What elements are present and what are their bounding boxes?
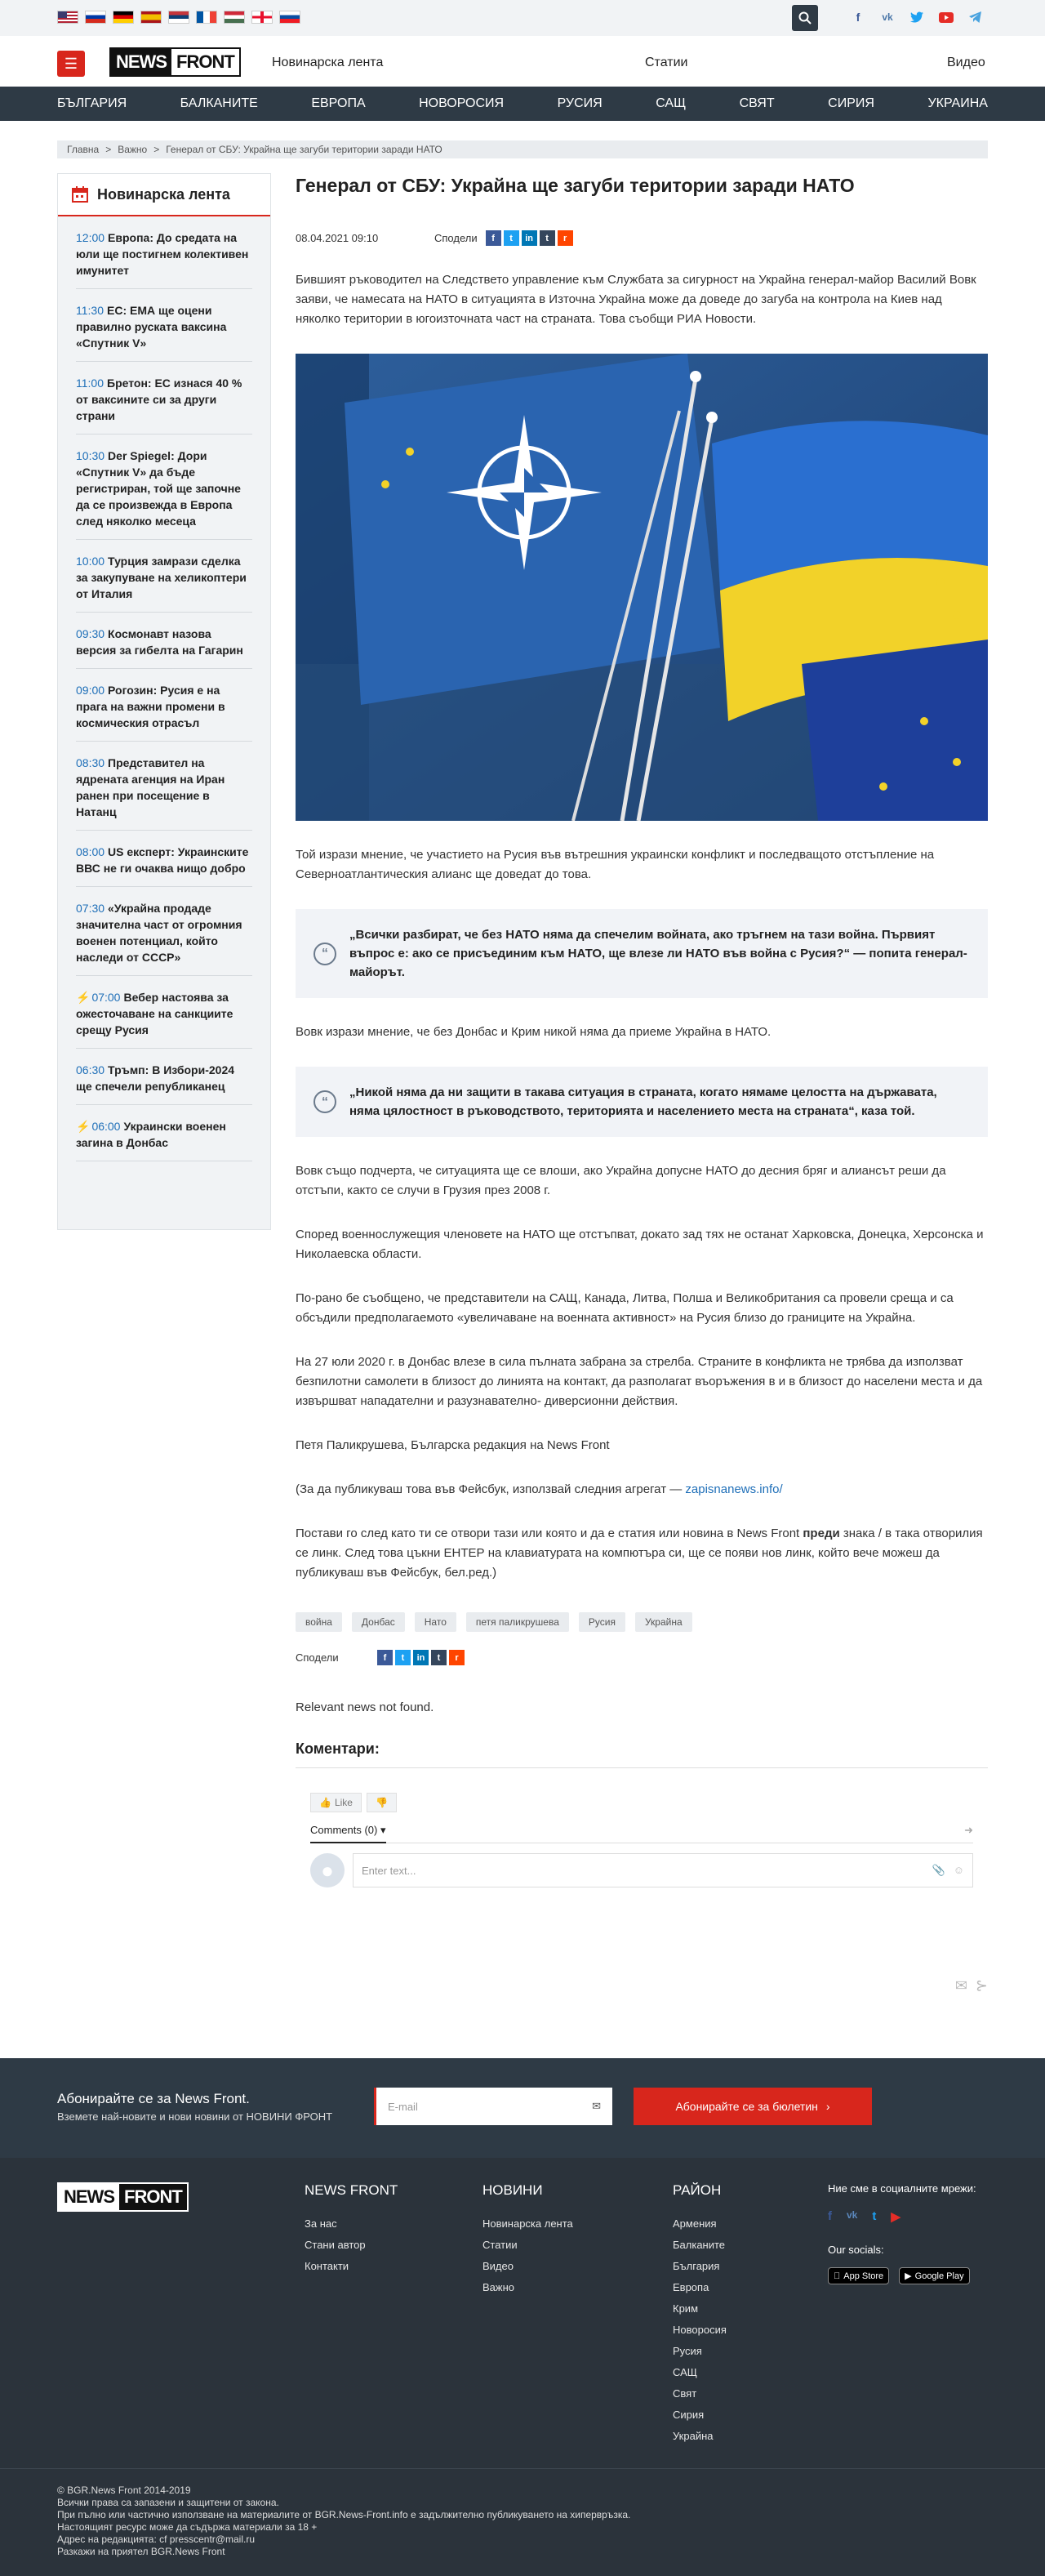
header-link-articles[interactable]: Статии [645, 56, 688, 69]
telegram-icon[interactable] [967, 8, 985, 26]
nav-item-novorossiya[interactable]: НОВОРОСИЯ [419, 96, 505, 110]
article-lead: Бившият ръководител на Следствето управление към Службата за сигурност на Украйна генерал-майор Василий Вовк заяви, че намесата на НАТО в ситуацията в Източна Украйна може да доведе до загуба на контрола на Киев над няколко територии в югоизточната част на страната. Това съобщи РИА Новости. [296, 273, 976, 326]
list-item[interactable] [76, 887, 252, 976]
tag-item[interactable]: Нато [415, 1612, 456, 1632]
comments-count: Comments (0) [310, 1824, 378, 1836]
sidebar-title: Новинарска лента [97, 185, 230, 203]
attach-icon[interactable]: 📎 [932, 1864, 945, 1876]
breadcrumb-home[interactable]: Главна [67, 144, 100, 155]
copyright-line: Разкажи на приятел BGR.News Front [57, 2546, 225, 2557]
quote-icon: “ [314, 943, 336, 965]
calendar-icon [71, 185, 89, 203]
app-store-badge[interactable] [828, 2267, 889, 2284]
nav-item-usa[interactable]: САЩ [656, 96, 687, 110]
footer-col-title: РАЙОН [673, 2182, 722, 2198]
share-buttons-top [486, 230, 573, 246]
breadcrumb-important[interactable]: Важно [118, 144, 148, 155]
footer-link[interactable]: Новоросия [673, 2324, 727, 2336]
hamburger-icon: ☰ [64, 55, 78, 72]
comment-input-actions [932, 1864, 964, 1877]
fb-note-text: (За да публикуваш това във Фейсбук, използвай следния агрегат — [296, 1482, 683, 1496]
facebook-icon[interactable]: f [856, 11, 860, 24]
footer-link[interactable]: Европа [673, 2281, 709, 2293]
tag-item[interactable]: Русия [579, 1612, 625, 1632]
footer-socials [828, 2182, 976, 2284]
footer-link[interactable]: Русия [673, 2345, 702, 2357]
article-paragraph-5: По-рано бе съобщено, че представители на САЩ, Канада, Литва, Полша и Великобритания са провели среща и са обсъдили предполагаемото «увеличаване на военната активност» на Русия близо до границите на Украйна. [296, 1291, 954, 1325]
vk-icon[interactable]: vk [882, 11, 893, 23]
login-icon[interactable]: ➜ [964, 1824, 973, 1836]
vk-icon[interactable]: vk [847, 2209, 858, 2221]
footer-col-title: НОВИНИ [482, 2182, 543, 2198]
email-placeholder: E-mail [388, 2100, 418, 2113]
like-label: Like [334, 1797, 353, 1808]
app-store-label: App Store [837, 2271, 877, 2281]
top-bar [0, 0, 1045, 36]
subscribe-title: Абонирайте се за News Front. [57, 2091, 250, 2106]
language-flags [57, 11, 300, 24]
news-item-headline[interactable]: Вебер настоява за ожесточаване на санкциите срещу Русия [76, 991, 233, 1036]
flag-de-icon[interactable] [113, 11, 134, 24]
nav-item-ukraine[interactable]: УКРАИНА [927, 96, 988, 110]
list-item[interactable] [76, 216, 252, 289]
tag-item[interactable]: петя паликрушева [466, 1612, 569, 1632]
nav-item-balkans[interactable]: БАЛКАНИТЕ [180, 96, 258, 110]
share-linkedin-icon[interactable]: in [522, 230, 537, 246]
menu-button[interactable] [57, 51, 85, 77]
news-item-headline[interactable]: Бретон: ЕС изнася 40 % от ваксините си за други страни [76, 377, 242, 422]
sidebar-header [58, 174, 270, 216]
list-item[interactable] [76, 669, 252, 742]
copyright-line: Всички права са запазени и защитени от закона. [57, 2497, 279, 2508]
news-item-headline[interactable]: Рогозин: Русия е на прага на важни промени в космическия отрасъл [76, 684, 225, 729]
news-item-headline[interactable]: Космонавт назова версия за гибелта на Гагарин [76, 627, 243, 657]
footer-link[interactable]: Контакти [305, 2260, 349, 2272]
footer-col-news [482, 2182, 573, 2298]
footer-logo-front: FRONT [119, 2184, 187, 2210]
reaction-buttons [310, 1793, 973, 1812]
list-item[interactable] [76, 435, 252, 540]
avatar-icon: ● [310, 1853, 345, 1887]
flag-hu-icon[interactable] [224, 11, 245, 24]
list-item[interactable] [76, 540, 252, 613]
search-button[interactable] [792, 5, 818, 31]
article-paragraph-1: Той изрази мнение, че участието на Русия във вътрешния украински конфликт и последващото отстъпление на Северноатлантическия алианс ще доведат до това. [296, 848, 935, 881]
footer-col-title: NEWS FRONT [305, 2182, 398, 2198]
share-buttons-bottom [377, 1650, 465, 1665]
google-play-badge[interactable] [899, 2267, 969, 2284]
copyright-line: При пълно или частично използване на материалите от BGR.News-Front.info е задължително публикуването на хипервръзка. [57, 2509, 631, 2520]
comments-section [296, 1740, 988, 1994]
breadcrumb-current: Генерал от СБУ: Украйна ще загуби територии заради НАТО [166, 144, 442, 155]
news-item-headline[interactable]: ЕС: ЕМА ще оцени правилно руската ваксина «Спутник V» [76, 304, 227, 350]
news-item-time: 09:00 [76, 684, 105, 697]
lightning-icon: ⚡ [76, 1120, 91, 1133]
list-item[interactable] [76, 976, 252, 1049]
site-header [0, 36, 1045, 87]
footer-link[interactable]: Видео [482, 2260, 514, 2272]
footer-link[interactable]: Статии [482, 2239, 518, 2251]
footer-link[interactable]: Новинарска лента [482, 2217, 573, 2230]
comment-input[interactable] [353, 1853, 973, 1887]
main-nav [0, 87, 1045, 121]
header-link-feed[interactable]: Новинарска лента [272, 56, 384, 69]
copyright-line: Адрес на редакцията: cf presscentr@mail.ru [57, 2534, 255, 2545]
apple-icon [834, 2271, 840, 2281]
logo-front-text: FRONT [171, 49, 239, 75]
footer-link[interactable]: Свят [673, 2387, 697, 2400]
article-quote-2 [296, 1067, 988, 1137]
flag-us-icon[interactable] [57, 11, 78, 24]
article-tags [296, 1612, 988, 1632]
breadcrumb-separator: > [153, 144, 160, 155]
footer-col-region [673, 2182, 727, 2447]
comments-title: Коментари: [296, 1740, 988, 1768]
flag-rs-icon[interactable] [168, 11, 189, 24]
footer-link[interactable]: Сирия [673, 2409, 705, 2421]
app-badges [828, 2267, 976, 2284]
chevron-right-icon: › [825, 2100, 830, 2113]
tag-item[interactable]: война [296, 1612, 342, 1632]
footer-link[interactable]: Важно [482, 2281, 515, 2293]
share-facebook-icon[interactable]: f [486, 230, 501, 246]
news-item-time: 11:00 [76, 377, 104, 390]
nav-item-europe[interactable]: ЕВРОПА [311, 96, 366, 110]
share-reddit-icon[interactable]: r [449, 1650, 465, 1665]
footer-link[interactable]: Крим [673, 2302, 699, 2315]
news-feed-sidebar [57, 173, 271, 1230]
footer-link[interactable]: Украйна [673, 2430, 714, 2442]
list-item[interactable] [76, 742, 252, 831]
thumb-up-icon: 👍 [319, 1797, 331, 1808]
footer-our-socials: Our socials: [828, 2244, 884, 2256]
logo-news-text: NEWS [111, 49, 171, 75]
flag-ru-icon[interactable] [85, 11, 106, 24]
flag-fr-icon[interactable] [196, 11, 217, 24]
article [296, 173, 988, 1994]
news-item-time: 07:30 [76, 902, 105, 915]
footer-col-newsfront [305, 2182, 398, 2277]
news-item-time: 10:00 [76, 555, 105, 568]
subscribe-button-label: Абонирайте се за бюлетин [675, 2100, 818, 2113]
comments-footer-icons [296, 1977, 988, 1994]
footer-link[interactable]: Стани автор [305, 2239, 366, 2251]
quote-1-text: „Всички разбират, че без НАТО няма да спечелим войната, ако тръгнем на тази война. Първият въпрос е: ако се присъединим към НАТО, ще влезе ли НАТО във война с Русия?“ — попита генерал-майорът. [349, 928, 967, 979]
nato-ukraine-flags-image [296, 354, 988, 821]
article-title: Генерал от СБУ: Украйна ще загуби територии заради НАТО [296, 175, 855, 196]
footer-link[interactable]: Балканите [673, 2239, 726, 2251]
news-item-headline[interactable]: Турция замрази сделка за закупуване на хеликоптери от Италия [76, 555, 247, 600]
share-reddit-icon[interactable]: r [558, 230, 573, 246]
news-item-time: 11:30 [76, 304, 104, 317]
article-meta [296, 230, 988, 246]
news-item-time: 08:00 [76, 845, 105, 858]
fb-note [296, 1480, 988, 1500]
site-logo[interactable] [109, 47, 241, 77]
footer-social-icons [828, 2209, 976, 2224]
nav-item-bulgaria[interactable]: БЪЛГАРИЯ [57, 96, 127, 110]
quote-2-text: „Никой няма да ни защити в такава ситуация в страната, когато нямаме целостта на държавата, няма цялостност в ръководството, територията и населението места на страната“, каза той. [349, 1085, 937, 1118]
footer-link[interactable]: България [673, 2260, 720, 2272]
news-item-time: 10:30 [76, 449, 105, 462]
news-item-headline[interactable]: Der Spiegel: Дори «Спутник V» да бъде регистриран, той ще започне да се произвежда в Европа след няколко месеца [76, 449, 241, 528]
flag-sk-icon[interactable] [279, 11, 300, 24]
news-item-headline[interactable]: Тръмп: В Избори-2024 ще спечели републиканец [76, 1063, 235, 1093]
subscribe-button[interactable] [634, 2088, 872, 2125]
tag-item[interactable]: Украйна [635, 1612, 692, 1632]
quote-icon: “ [314, 1090, 336, 1113]
list-item[interactable] [76, 362, 252, 435]
caret-down-icon: ▾ [380, 1824, 386, 1836]
nav-item-russia[interactable]: РУСИЯ [557, 96, 603, 110]
nav-item-world[interactable]: СВЯТ [739, 96, 775, 110]
breadcrumb-separator: > [105, 144, 112, 155]
article-paragraph-6: На 27 юли 2020 г. в Донбас влезе в сила пълната забрана за стрелба. Страните в конфликта не трябва да използват безпилотни самолети в близост до линията на контакт, да разполагат въоръжения в и в близост до населени места и да извършват нападателни и разузнавателно- диверсионни действия. [296, 1355, 983, 1408]
flag-es-icon[interactable] [140, 11, 162, 24]
news-item-time: 06:00 [91, 1120, 121, 1133]
youtube-icon[interactable]: ▶ [891, 2210, 900, 2224]
dislike-button[interactable] [367, 1793, 397, 1812]
article-author: Петя Паликрушева, Българска редакция на News Front [296, 1438, 610, 1452]
tag-item[interactable]: Донбас [352, 1612, 405, 1632]
share-bottom [296, 1650, 988, 1665]
news-item-time: 12:00 [76, 231, 105, 244]
flag-ge-icon[interactable] [251, 11, 273, 24]
share-tumblr-icon[interactable]: t [540, 230, 555, 246]
facebook-icon[interactable]: f [828, 2209, 832, 2223]
footer-link[interactable]: За нас [305, 2217, 337, 2230]
header-link-video[interactable]: Видео [947, 56, 985, 69]
list-item[interactable] [76, 831, 252, 887]
news-item-time: 09:30 [76, 627, 105, 640]
like-button[interactable] [310, 1793, 362, 1812]
site-footer [0, 2158, 1045, 2576]
comments-count-tab[interactable] [310, 1824, 386, 1843]
news-item-time: 07:00 [91, 991, 121, 1004]
news-item-headline[interactable]: «Украйна продаде значителна част от огромния военен потенциал, който наследи от СССР» [76, 902, 242, 964]
subscribe-email-input[interactable] [374, 2088, 612, 2125]
article-paragraph-3: Вовк също подчерта, че ситуацията ще се влоши, ако Украйна допусне НАТО до десния бряг и алиансът реши да отстъпи, както се случи в Грузия през 2008 г. [296, 1164, 946, 1197]
youtube-icon[interactable] [937, 8, 955, 26]
news-item-headline[interactable]: US експерт: Украинските ВВС не ги очаква нищо добро [76, 845, 249, 875]
list-item[interactable] [76, 1105, 252, 1161]
instr-text-b: преди [803, 1526, 840, 1540]
article-quote-1 [296, 909, 988, 998]
footer-link[interactable]: Армения [673, 2217, 717, 2230]
thumb-down-icon: 👎 [375, 1797, 388, 1808]
share-linkedin-icon[interactable]: in [413, 1650, 429, 1665]
list-item[interactable] [76, 613, 252, 669]
emoji-icon[interactable]: ☺ [953, 1864, 964, 1876]
article-date: 08.04.2021 09:10 [296, 232, 379, 244]
social-links-top [849, 8, 985, 26]
share-twitter-icon[interactable]: t [395, 1650, 411, 1665]
twitter-icon[interactable]: t [872, 2209, 877, 2223]
nav-item-syria[interactable]: СИРИЯ [828, 96, 874, 110]
share-tumblr-icon[interactable]: t [431, 1650, 447, 1665]
share-label: Сподели [296, 1651, 339, 1664]
news-item-headline[interactable]: Представител на ядрената агенция на Иран ранен при посещение в Натанц [76, 756, 225, 818]
news-item-headline[interactable]: Европа: До средата на юли ще постигнем колективен имунитет [76, 231, 249, 277]
fb-instructions [296, 1524, 988, 1583]
rss-icon[interactable]: ⊱ [975, 1977, 988, 1994]
news-item-headline[interactable]: Украински военен загина в Донбас [76, 1120, 226, 1149]
comment-form [310, 1853, 973, 1887]
copyright-line: Настоящият ресурс може да съдържа материали за 18 + [57, 2521, 318, 2533]
google-play-label: Google Play [908, 2271, 958, 2281]
instr-text-c: знака / в така отворилия се линк. След това цъкни ЕНТЕР на клавиатурата на компютъра си, ще се появи нов линк, който вече можеш да публикуваш във Фейсбук, бел.ред.) [296, 1526, 983, 1580]
share-twitter-icon[interactable]: t [504, 230, 519, 246]
share-label: Сподели [434, 232, 478, 244]
subscribe-subtitle: Вземете най-новите и нови новини от НОВИНИ ФРОНТ [57, 2110, 333, 2123]
footer-link[interactable]: САЩ [673, 2366, 697, 2378]
article-hero-image [296, 354, 988, 821]
play-icon: ▶ [897, 2271, 905, 2281]
news-item-time: 06:30 [76, 1063, 105, 1076]
comment-input-placeholder: Enter text... [362, 1864, 416, 1877]
footer-divider [0, 2468, 1045, 2469]
lightning-icon: ⚡ [76, 991, 91, 1004]
footer-social-title: Ние сме в социалните мрежи: [828, 2182, 976, 2195]
envelope-icon: ✉ [592, 2100, 601, 2112]
search-icon [798, 11, 812, 25]
subscribe-text [57, 2091, 332, 2123]
article-paragraph-2: Вовк изрази мнение, че без Донбас и Крим никой няма да приеме Украйна в НАТО. [296, 1025, 772, 1039]
email-icon[interactable]: ✉ [954, 1977, 967, 1994]
instr-text-a: Постави го след като ти се отвори тази или която и да е статия или новина в News Front [296, 1526, 800, 1540]
list-item[interactable] [76, 289, 252, 362]
breadcrumb [57, 140, 988, 158]
copyright-line: © BGR.News Front 2014-2019 [57, 2485, 191, 2496]
comments-bar [310, 1824, 973, 1843]
fb-aggregator-link[interactable]: zapisnanews.info/ [685, 1482, 783, 1496]
relevant-news: Relevant news not found. [296, 1700, 434, 1714]
article-paragraph-4: Според военнослужещия членовете на НАТО ще отстъпват, докато зад тях не останат Харковска, Донецка, Херсонска и Николаевска области. [296, 1228, 984, 1261]
news-item-time: 08:30 [76, 756, 105, 769]
footer-logo[interactable] [57, 2182, 189, 2212]
share-facebook-icon[interactable]: f [377, 1650, 393, 1665]
twitter-icon[interactable] [908, 8, 926, 26]
subscribe-bar [0, 2058, 1045, 2158]
footer-logo-news: NEWS [59, 2184, 119, 2210]
footer-copyright [57, 2485, 630, 2558]
list-item[interactable] [76, 1049, 252, 1105]
